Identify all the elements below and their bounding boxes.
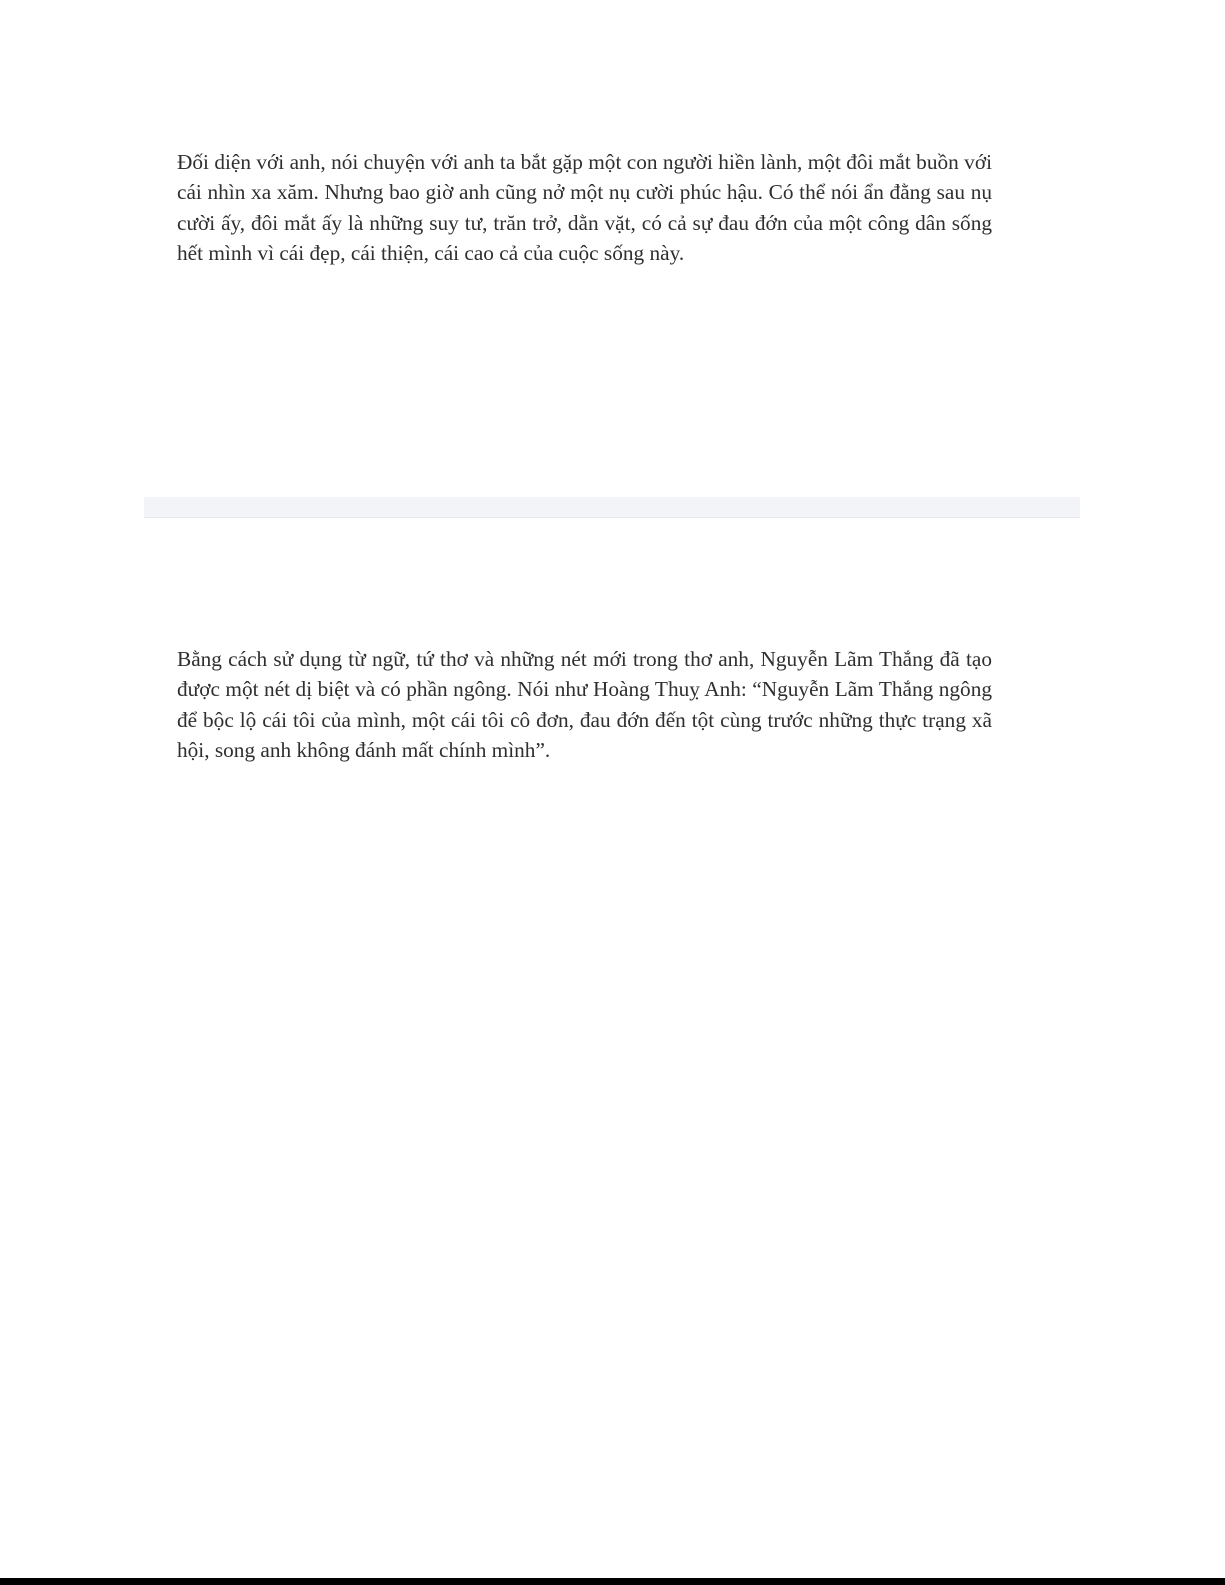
document-page-1 — [0, 0, 1225, 497]
page-2-paragraph: Bằng cách sử dụng từ ngữ, tứ thơ và những nét mới trong thơ anh, Nguyễn Lãm Thắng đã tạo được một nét dị biệt và có phần ngông. Nói như Hoàng Thuỵ Anh: “Nguyễn Lãm Thắng ngông để bộc lộ cái tôi của mình, một cái tôi cô đơn, đau đớn đến tột cùng trước những thực trạng xã hội, song anh không đánh mất chính mình”. — [177, 647, 992, 762]
page-separator — [144, 497, 1080, 518]
page-1-paragraph: Đối diện với anh, nói chuyện với anh ta bắt gặp một con người hiền lành, một đôi mắt buồn với cái nhìn xa xăm. Nhưng bao giờ anh cũng nở một nụ cười phúc hậu. Có thể nói ẩn đằng sau nụ cười ấy, đôi mắt ấy là những suy tư, trăn trở, dằn vặt, có cả sự đau đớn của một công dân sống hết mình vì cái đẹp, cái thiện, cái cao cả của cuộc sống này. — [177, 150, 992, 265]
document-page-2 — [0, 518, 1225, 1576]
bottom-border — [0, 1578, 1225, 1585]
